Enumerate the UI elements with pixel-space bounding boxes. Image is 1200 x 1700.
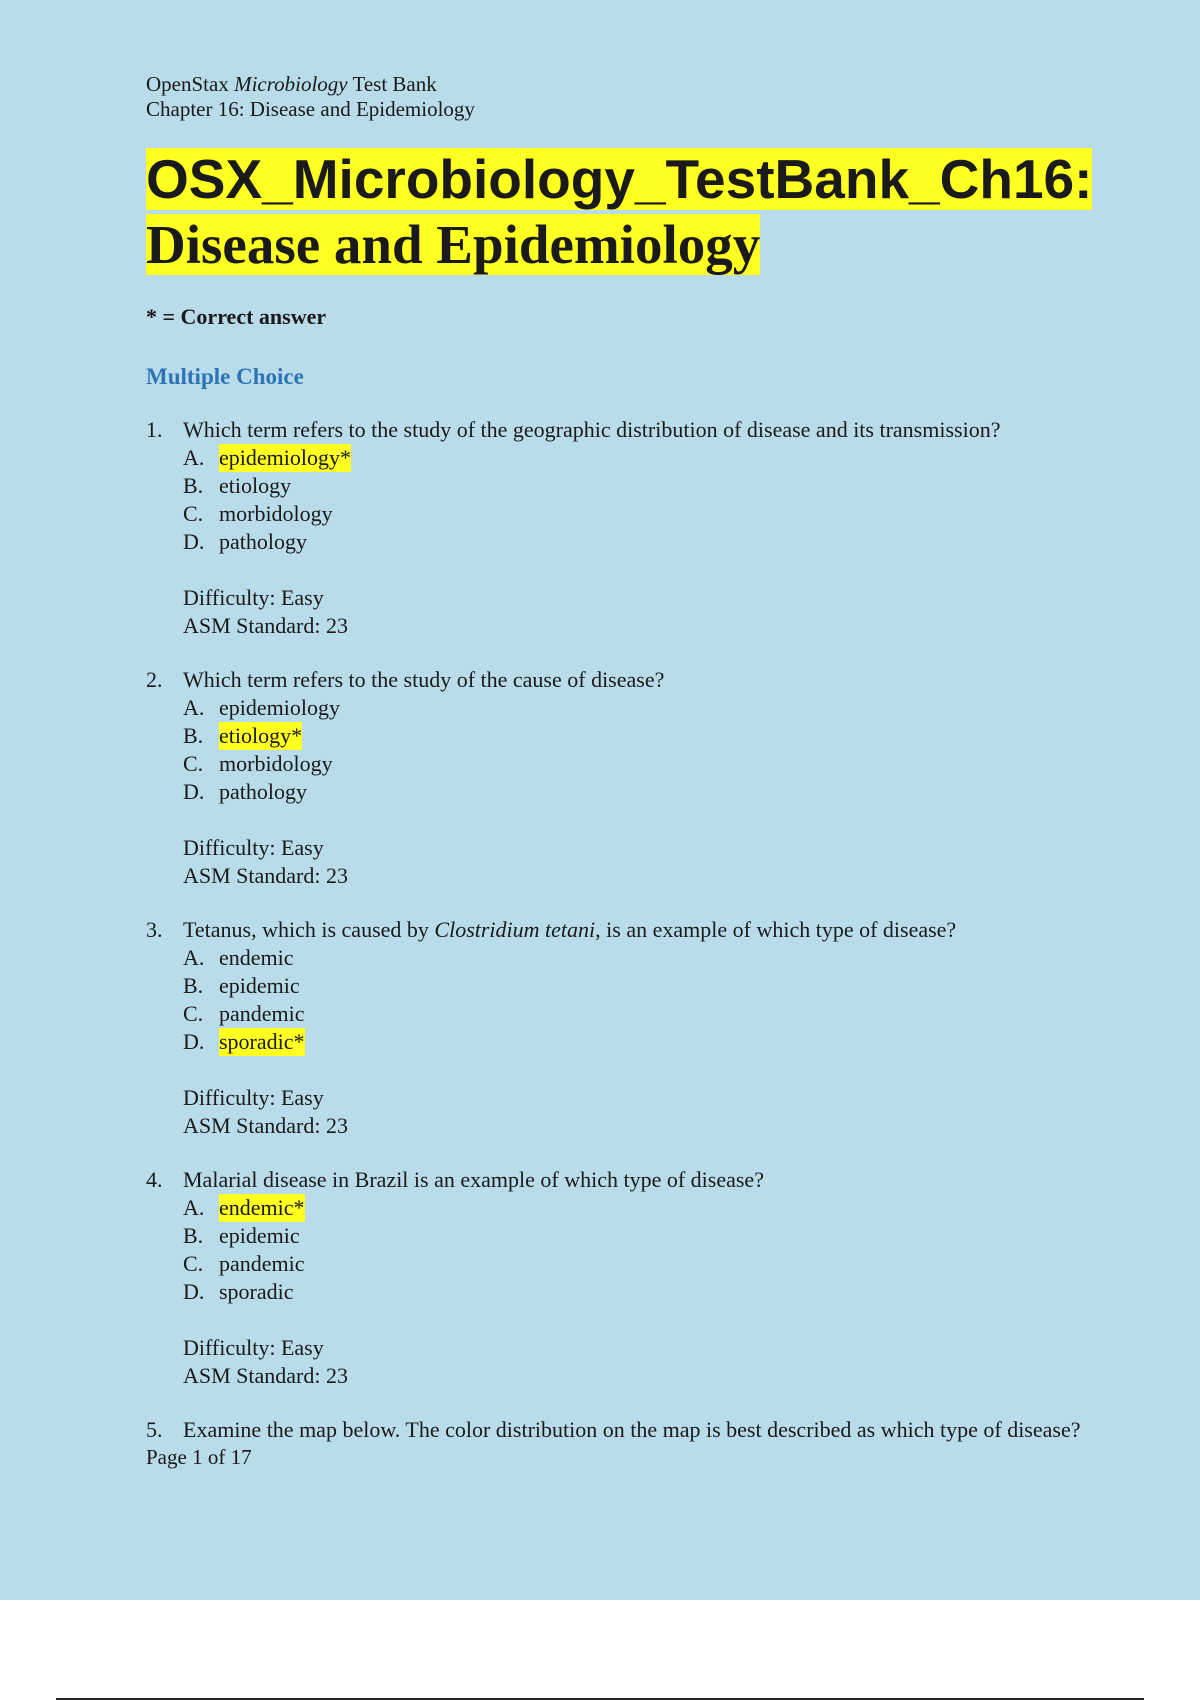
question-number: 2.: [146, 667, 163, 692]
question-text: Which term refers to the study of the geographic distribution of disease and its transmission?: [183, 417, 1001, 442]
option-b: B. etiology: [183, 473, 292, 498]
option-d: D. sporadic*: [183, 1029, 305, 1054]
correct-answer-highlight: endemic*: [219, 1195, 305, 1220]
question-number: 3.: [146, 917, 163, 942]
question-text: Examine the map below. The color distribution on the map is best described as which type of disease?: [183, 1417, 1081, 1442]
question-meta: [183, 1084, 1136, 1140]
asm-standard: ASM Standard: 23: [183, 863, 348, 888]
page-content: [146, 72, 1136, 1470]
answer-legend: * = Correct answer: [146, 304, 327, 329]
title-line-2: Disease and Epidemiology: [146, 214, 761, 275]
option-a: A. endemic: [183, 945, 294, 970]
title-line-1: OSX_Microbiology_TestBank_Ch16:: [146, 148, 1093, 210]
question-meta: [183, 834, 1136, 890]
option-c: C. pandemic: [183, 1251, 305, 1276]
question-meta: [183, 584, 1136, 640]
option-d: D. pathology: [183, 779, 307, 804]
question-number: 5.: [146, 1417, 163, 1442]
question-2: [146, 666, 1136, 890]
answer-options: [183, 944, 1136, 1056]
option-a: A. epidemiology*: [183, 445, 351, 470]
option-a: A. epidemiology: [183, 695, 340, 720]
question-meta: [183, 1334, 1136, 1390]
question-3: [146, 916, 1136, 1140]
option-a: A. endemic*: [183, 1195, 305, 1220]
page-number: Page 1 of 17: [146, 1445, 252, 1469]
option-d: D. sporadic: [183, 1279, 294, 1304]
question-number: 1.: [146, 417, 163, 442]
answer-options: [183, 1194, 1136, 1306]
option-b: B. epidemic: [183, 973, 300, 998]
option-b: B. epidemic: [183, 1223, 300, 1248]
question-text: Tetanus, which is caused by Clostridium tetani, is an example of which type of disease?: [183, 917, 957, 942]
section-heading: Multiple Choice: [146, 364, 304, 389]
difficulty: Difficulty: Easy: [183, 585, 324, 610]
correct-answer-highlight: etiology*: [219, 723, 303, 748]
option-c: C. pandemic: [183, 1001, 305, 1026]
question-4: [146, 1166, 1136, 1390]
option-b: B. etiology*: [183, 723, 303, 748]
question-number: 4.: [146, 1167, 163, 1192]
question-text: Which term refers to the study of the cause of disease?: [183, 667, 665, 692]
question-5: [146, 1416, 1136, 1444]
question-1: [146, 416, 1136, 640]
answer-options: [183, 444, 1136, 556]
difficulty: Difficulty: Easy: [183, 1335, 324, 1360]
running-header-line-2: Chapter 16: Disease and Epidemiology: [146, 97, 475, 121]
question-text: Malarial disease in Brazil is an example of which type of disease?: [183, 1167, 764, 1192]
asm-standard: ASM Standard: 23: [183, 1363, 348, 1388]
correct-answer-highlight: sporadic*: [219, 1029, 305, 1054]
option-c: C. morbidology: [183, 501, 333, 526]
document-title: [146, 146, 1136, 278]
option-c: C. morbidology: [183, 751, 333, 776]
correct-answer-highlight: epidemiology*: [219, 445, 351, 470]
running-header-line-1: OpenStax Microbiology Test Bank: [146, 72, 437, 96]
asm-standard: ASM Standard: 23: [183, 613, 348, 638]
difficulty: Difficulty: Easy: [183, 1085, 324, 1110]
option-d: D. pathology: [183, 529, 307, 554]
difficulty: Difficulty: Easy: [183, 835, 324, 860]
answer-options: [183, 694, 1136, 806]
asm-standard: ASM Standard: 23: [183, 1113, 348, 1138]
